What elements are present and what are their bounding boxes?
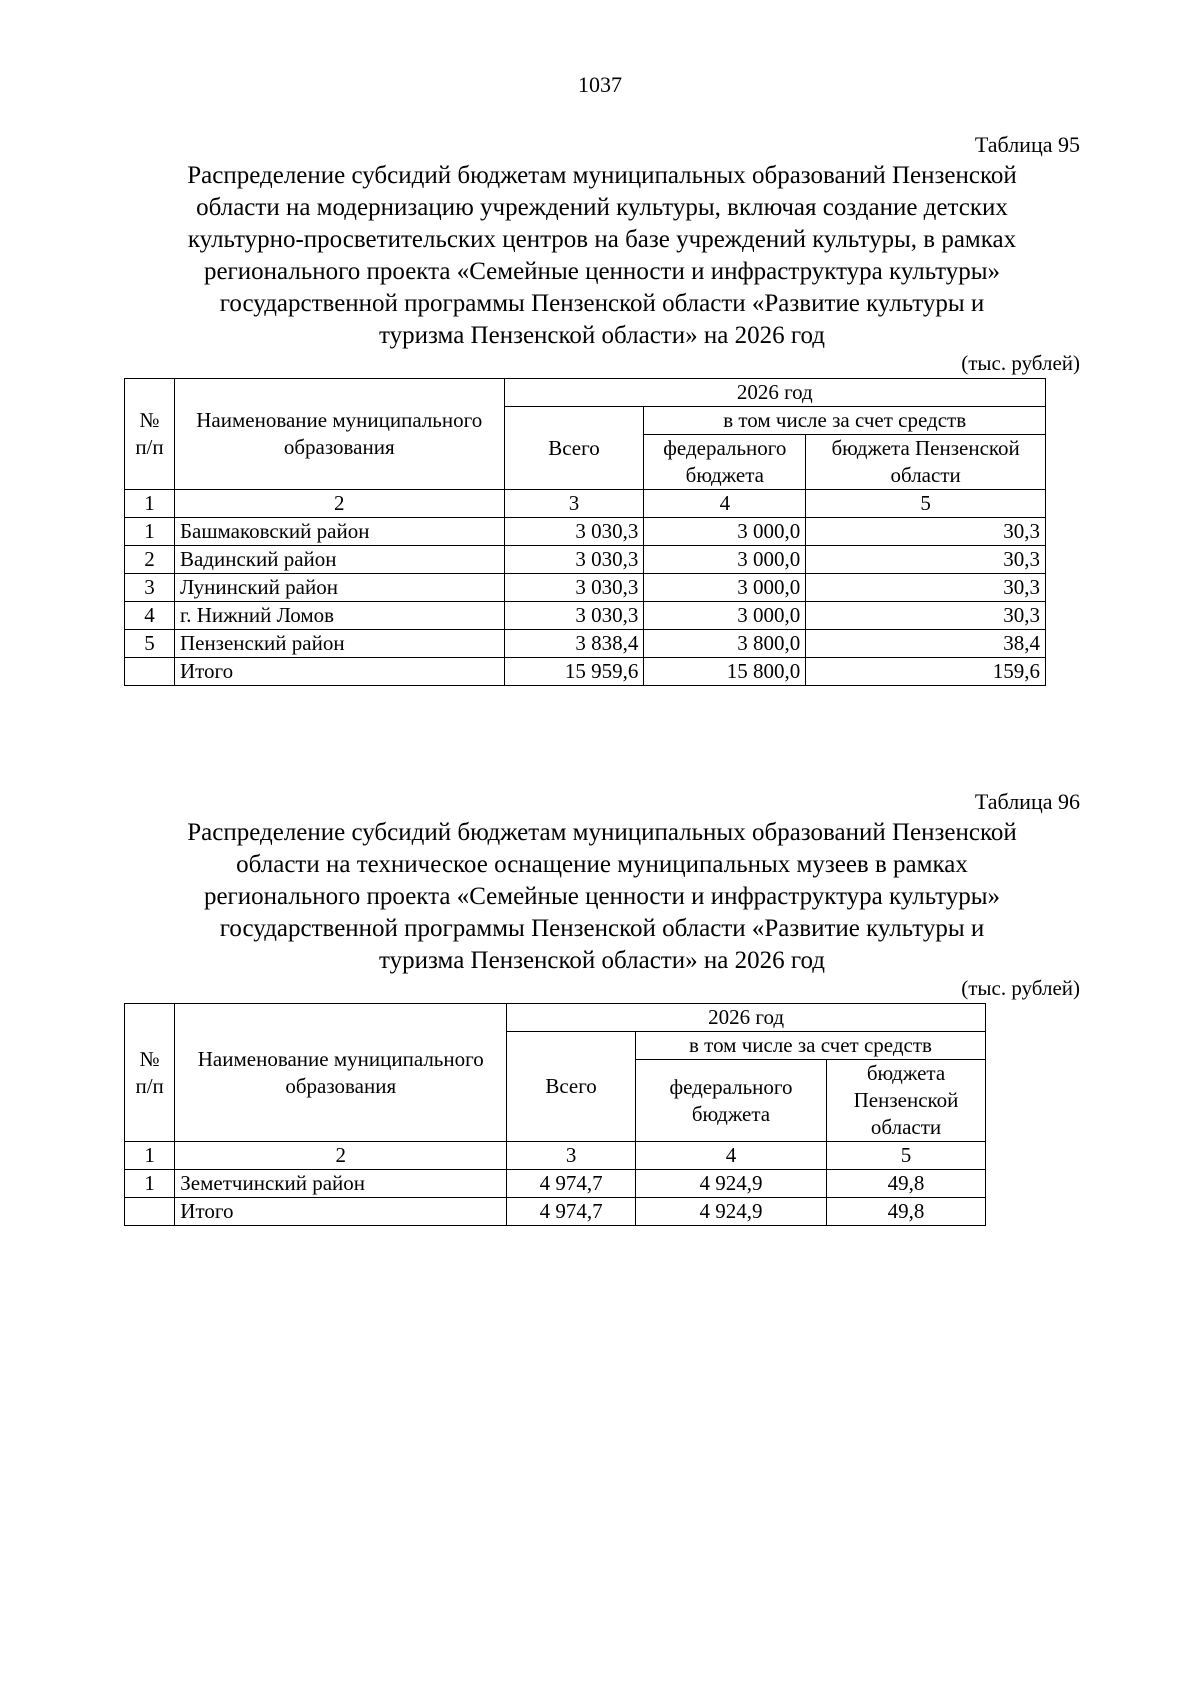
table-96 (124, 1003, 986, 1226)
header-name: Наименование муниципального образования (174, 379, 504, 490)
total-row (125, 1198, 986, 1226)
table-95-title (124, 160, 1080, 352)
total-num (125, 1198, 175, 1226)
total-row (125, 658, 1046, 686)
row-total: 3 030,3 (504, 546, 644, 574)
row-num: 1 (125, 518, 175, 546)
column-number-row (125, 490, 1046, 518)
table-row (125, 546, 1046, 574)
header-federal: федерального бюджета (635, 1060, 826, 1142)
col-number: 2 (175, 1142, 507, 1170)
table-95-units: (тыс. рублей) (961, 351, 1080, 375)
table-96-title-line: области на техническое оснащение муниципальных музеев в рамках (236, 851, 968, 878)
table-96-title-line: Распределение субсидий бюджетам муниципальных образований Пензенской (187, 819, 1017, 846)
row-num: 5 (125, 630, 175, 658)
row-federal: 3 000,0 (644, 574, 806, 602)
row-regional: 30,3 (806, 518, 1046, 546)
total-total: 4 974,7 (507, 1198, 636, 1226)
total-total: 15 959,6 (504, 658, 644, 686)
row-name: Вадинский район (174, 546, 504, 574)
table-95-title-line: регионального проекта «Семейные ценности и инфраструктура культуры» (203, 258, 1001, 285)
row-num: 2 (125, 546, 175, 574)
total-federal: 4 924,9 (635, 1198, 826, 1226)
header-regional: бюджета Пензенской области (806, 435, 1046, 490)
row-regional: 30,3 (806, 602, 1046, 630)
table-row (125, 1170, 986, 1198)
table-95-title-line: Распределение субсидий бюджетам муниципальных образований Пензенской (187, 162, 1017, 189)
row-federal: 4 924,9 (635, 1170, 826, 1198)
row-regional: 49,8 (827, 1170, 986, 1198)
table-96-title-line: регионального проекта «Семейные ценности и инфраструктура культуры» (203, 883, 1001, 910)
table-95-title-line: государственной программы Пензенской области «Развитие культуры и (219, 290, 985, 317)
table-96-block (124, 787, 1080, 1226)
row-regional: 30,3 (806, 574, 1046, 602)
row-name: Пензенский район (174, 630, 504, 658)
row-name: Лунинский район (174, 574, 504, 602)
row-federal: 3 000,0 (644, 518, 806, 546)
table-row (125, 630, 1046, 658)
row-regional: 30,3 (806, 546, 1046, 574)
total-name: Итого (175, 1198, 507, 1226)
row-total: 3 838,4 (504, 630, 644, 658)
table-96-label: Таблица 96 (974, 789, 1080, 814)
row-federal: 3 000,0 (644, 546, 806, 574)
table-96-title-line: туризма Пензенской области» на 2026 год (379, 947, 825, 974)
table-95-title-line: туризма Пензенской области» на 2026 год (379, 322, 825, 349)
col-number: 3 (504, 490, 644, 518)
header-regional: бюджета Пензенской области (827, 1060, 986, 1142)
total-name: Итого (174, 658, 504, 686)
row-total: 3 030,3 (504, 602, 644, 630)
total-num (125, 658, 175, 686)
row-name: Башмаковский район (174, 518, 504, 546)
row-federal: 3 000,0 (644, 602, 806, 630)
table-row (125, 602, 1046, 630)
col-number: 2 (174, 490, 504, 518)
row-num: 3 (125, 574, 175, 602)
header-name: Наименование муниципального образования (175, 1004, 507, 1142)
column-number-row (125, 1142, 986, 1170)
total-regional: 159,6 (806, 658, 1046, 686)
row-total: 3 030,3 (504, 574, 644, 602)
row-name: Земетчинский район (175, 1170, 507, 1198)
table-row (125, 518, 1046, 546)
table-96-title (124, 817, 1080, 977)
table-95-label: Таблица 95 (974, 132, 1080, 157)
header-num: № п/п (125, 1004, 175, 1142)
table-95-block (124, 130, 1080, 686)
table-95-title-line: культурно-просветительских центров на базе учреждений культуры, в рамках (187, 226, 1017, 253)
header-including: в том числе за счет средств (644, 407, 1046, 435)
header-federal: федерального бюджета (644, 435, 806, 490)
header-num: № п/п (125, 379, 175, 490)
col-number: 4 (644, 490, 806, 518)
col-number: 3 (507, 1142, 636, 1170)
table-96-units: (тыс. рублей) (961, 976, 1080, 1000)
col-number: 1 (125, 1142, 175, 1170)
col-number: 5 (806, 490, 1046, 518)
row-name: г. Нижний Ломов (174, 602, 504, 630)
col-number: 1 (125, 490, 175, 518)
page-number: 1037 (578, 72, 622, 97)
total-regional: 49,8 (827, 1198, 986, 1226)
row-num: 4 (125, 602, 175, 630)
table-96-title-line: государственной программы Пензенской области «Развитие культуры и (219, 915, 985, 942)
header-total: Всего (507, 1032, 636, 1142)
col-number: 4 (635, 1142, 826, 1170)
header-year: 2026 год (504, 379, 1045, 407)
col-number: 5 (827, 1142, 986, 1170)
row-regional: 38,4 (806, 630, 1046, 658)
table-row (125, 574, 1046, 602)
row-num: 1 (125, 1170, 175, 1198)
row-federal: 3 800,0 (644, 630, 806, 658)
table-95-title-line: области на модернизацию учреждений культуры, включая создание детских (196, 194, 1008, 221)
header-total: Всего (504, 407, 644, 490)
header-including: в том числе за счет средств (635, 1032, 985, 1060)
row-total: 3 030,3 (504, 518, 644, 546)
total-federal: 15 800,0 (644, 658, 806, 686)
table-95 (124, 378, 1046, 686)
row-total: 4 974,7 (507, 1170, 636, 1198)
header-year: 2026 год (507, 1004, 986, 1032)
